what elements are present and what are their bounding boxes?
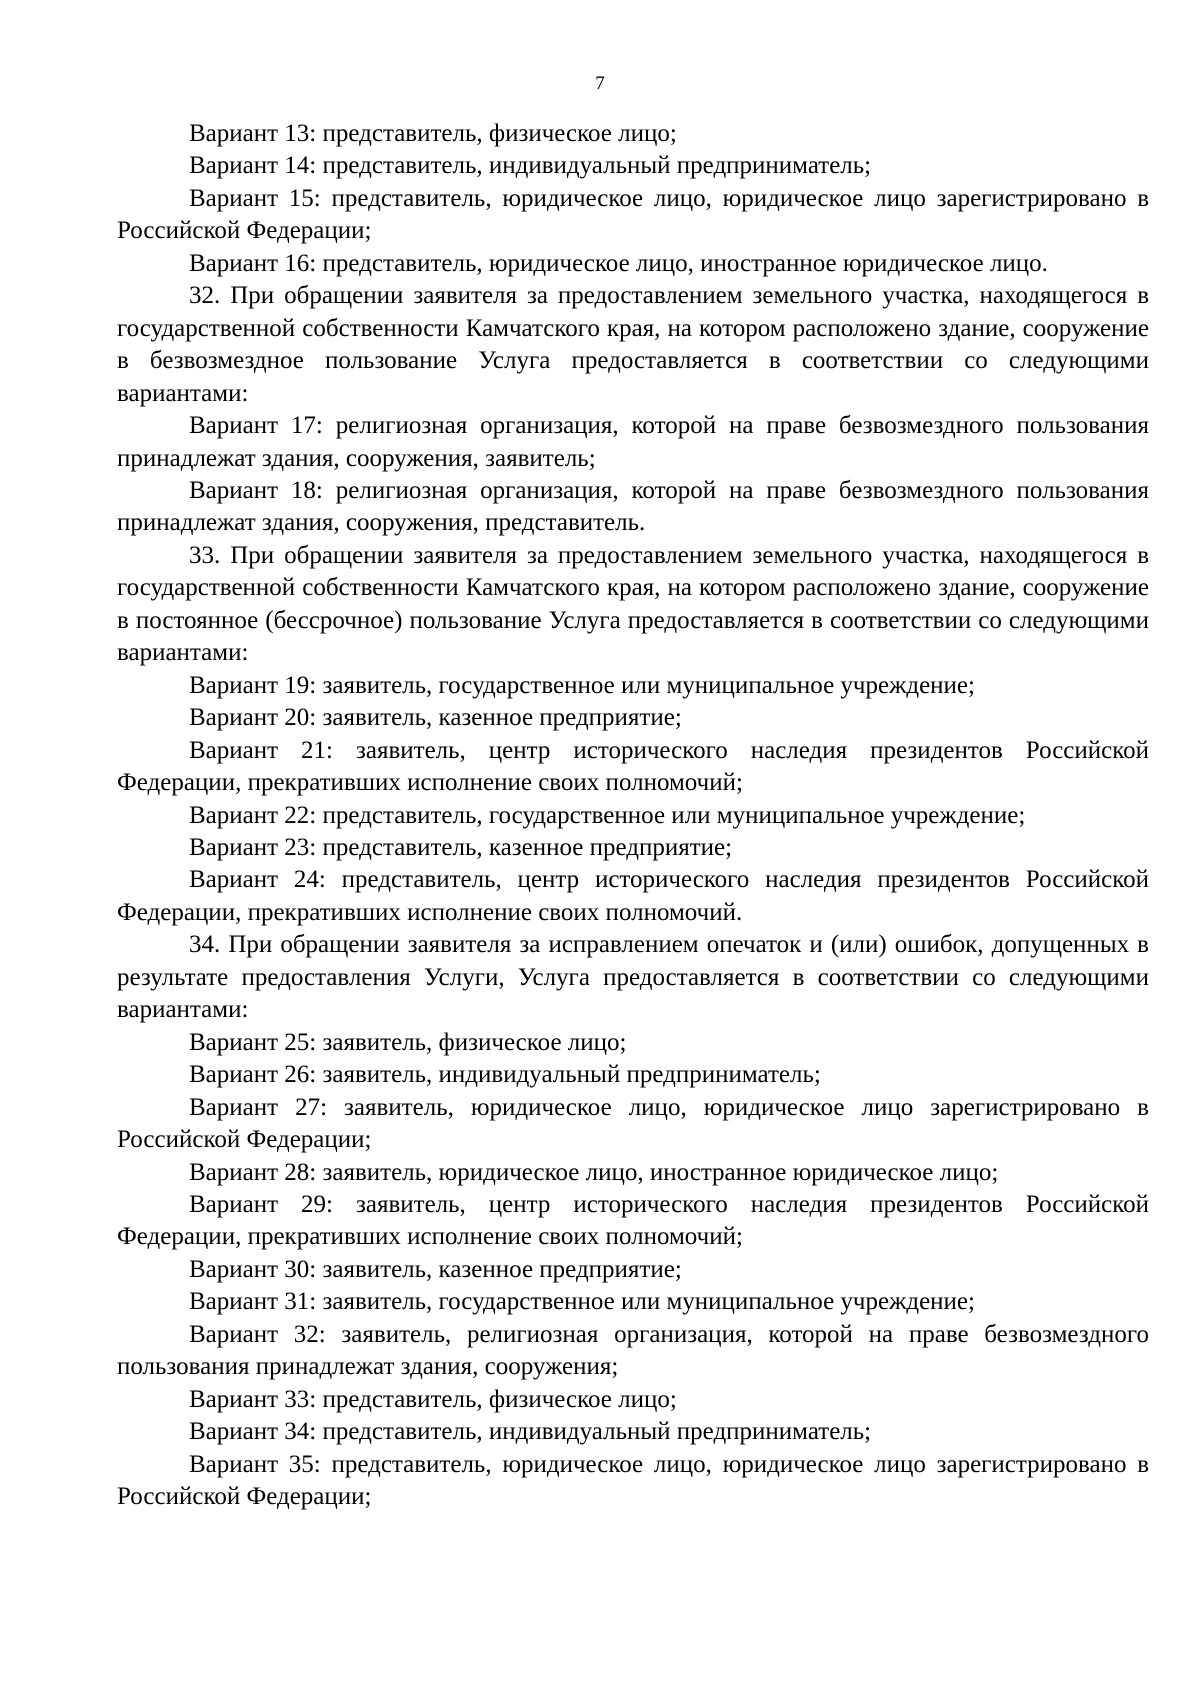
paragraph: 32. При обращении заявителя за предоставлением земельного участка, находящегося в государственной собственности Камчатского края, на котором расположено здание, сооружение в безвозмездное пользование Услуга предоставляется в соответствии со следующими вариантами: bbox=[117, 282, 1149, 407]
paragraph: Вариант 30: заявитель, казенное предприятие; bbox=[189, 1255, 682, 1283]
paragraph: Вариант 31: заявитель, государственное или муниципальное учреждение; bbox=[189, 1288, 975, 1316]
paragraph: Вариант 23: представитель, казенное предприятие; bbox=[189, 833, 733, 861]
paragraph: Вариант 34: представитель, индивидуальный предприниматель; bbox=[189, 1418, 872, 1446]
document-body bbox=[117, 118, 1149, 1513]
paragraph: Вариант 26: заявитель, индивидуальный предприниматель; bbox=[189, 1061, 821, 1089]
paragraph: Вариант 22: представитель, государственное или муниципальное учреждение; bbox=[189, 801, 1026, 829]
paragraph: Вариант 13: представитель, физическое лицо; bbox=[189, 120, 677, 147]
paragraph: Вариант 29: заявитель, центр исторического наследия президентов Российской Федерации, прекративших исполнение своих полномочий; bbox=[117, 1190, 1149, 1251]
paragraph: Вариант 16: представитель, юридическое лицо, иностранное юридическое лицо. bbox=[189, 249, 1048, 277]
paragraph: Вариант 35: представитель, юридическое лицо, юридическое лицо зарегистрировано в Российской Федерации; bbox=[117, 1450, 1149, 1511]
paragraph: Вариант 32: заявитель, религиозная организация, которой на праве безвозмездного пользования принадлежат здания, сооружения; bbox=[117, 1320, 1149, 1381]
paragraph: Вариант 24: представитель, центр исторического наследия президентов Российской Федерации, прекративших исполнение своих полномочий. bbox=[117, 866, 1149, 926]
page-number: 7 bbox=[595, 73, 605, 94]
paragraph: 34. При обращении заявителя за исправлением опечаток и (или) ошибок, допущенных в результате предоставления Услуги, Услуга предоставляется в соответствии со следующими вариантами: bbox=[117, 931, 1149, 1024]
paragraph: 33. При обращении заявителя за предоставлением земельного участка, находящегося в государственной собственности Камчатского края, на котором расположено здание, сооружение в постоянное (бессрочное) пользование Услуга предоставляется в соответствии со следующими вариантами: bbox=[117, 541, 1149, 667]
paragraph: Вариант 14: представитель, индивидуальный предприниматель; bbox=[189, 152, 872, 180]
paragraph: Вариант 20: заявитель, казенное предприятие; bbox=[189, 704, 682, 732]
paragraph: Вариант 19: заявитель, государственное или муниципальное учреждение; bbox=[189, 671, 975, 699]
paragraph: Вариант 18: религиозная организация, которой на праве безвозмездного пользования принадлежат здания, сооружения, представитель. bbox=[117, 476, 1149, 537]
paragraph: Вариант 25: заявитель, физическое лицо; bbox=[189, 1028, 627, 1056]
paragraph: Вариант 15: представитель, юридическое лицо, юридическое лицо зарегистрировано в Российской Федерации; bbox=[117, 184, 1149, 245]
paragraph: Вариант 33: представитель, физическое лицо; bbox=[189, 1385, 677, 1413]
paragraph: Вариант 17: религиозная организация, которой на праве безвозмездного пользования принадлежат здания, сооружения, заявитель; bbox=[117, 412, 1149, 472]
paragraph: Вариант 28: заявитель, юридическое лицо, иностранное юридическое лицо; bbox=[189, 1158, 999, 1186]
paragraph: Вариант 27: заявитель, юридическое лицо, юридическое лицо зарегистрировано в Российской Федерации; bbox=[117, 1093, 1149, 1154]
paragraph: Вариант 21: заявитель, центр исторического наследия президентов Российской Федерации, прекративших исполнение своих полномочий; bbox=[117, 736, 1149, 797]
